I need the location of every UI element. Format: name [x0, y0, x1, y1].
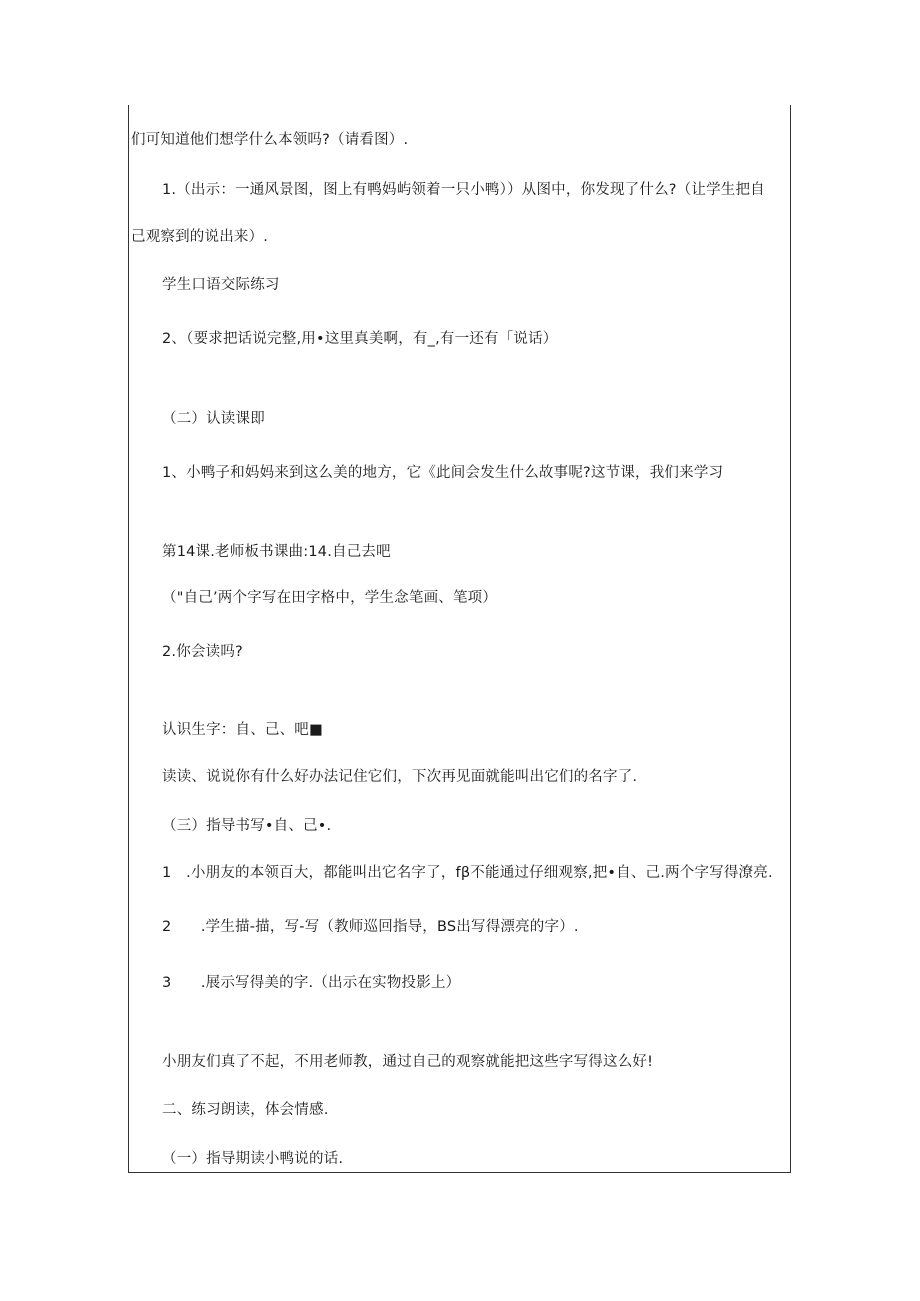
- text-line: 读读、说说你有什么好办法记住它们，下次再见面就能叫出它们的名字了.: [162, 769, 638, 785]
- document-frame: [128, 105, 791, 1173]
- text-line: 第14课.老师板书课曲:14.自己去吧: [162, 544, 391, 560]
- text-line: 2.你会读吗?: [162, 644, 243, 660]
- section-heading: （一）指导期读小鸭说的话.: [162, 1151, 344, 1167]
- text-line: （"自己’两个字写在田字格中，学生念笔画、笔项）: [162, 590, 498, 606]
- text-line: 小朋友们真了不起，不用老师教，通过自己的观察就能把这些字写得这么好!: [162, 1054, 654, 1070]
- section-heading: （二）认读课即: [162, 411, 265, 427]
- text-line: 己观察到的说出来）.: [131, 229, 269, 245]
- section-heading: （三）指导书写•自、己•.: [162, 818, 332, 834]
- text-line: 1 .小朋友的本领百大，都能叫出它名字了，fβ不能通过仔细观察,把•自、己.两个字写得潦亮.: [162, 865, 773, 881]
- text-line: 3 .展示写得美的字.（出示在实物投影上）: [162, 975, 461, 991]
- text-line: 1.（出示：一通风景图，图上有鸭妈屿领着一只小鸭））从图中，你发现了什么?（让学生把自: [162, 182, 765, 198]
- text-line: 2 .学生描-描，写-写（教师巡回指导，BS出写得漂亮的字）.: [162, 919, 579, 935]
- text-line: 学生口语交际练习: [162, 277, 280, 293]
- text-line: 们可知道他们想学什么本领吗?（请看图）.: [131, 132, 409, 148]
- text-line: 1、小鸭子和妈妈来到这么美的地方，它《此间会发生什么故事呢?这节课，我们来学习: [162, 465, 724, 481]
- text-line: 2、（要求把话说完整,用•这里真美啊，有_,有一还有「说话）: [162, 331, 558, 347]
- section-heading: 二、练习朗读，体会情感.: [162, 1102, 329, 1118]
- text-line: 认识生字：自、己、吧■: [162, 722, 323, 738]
